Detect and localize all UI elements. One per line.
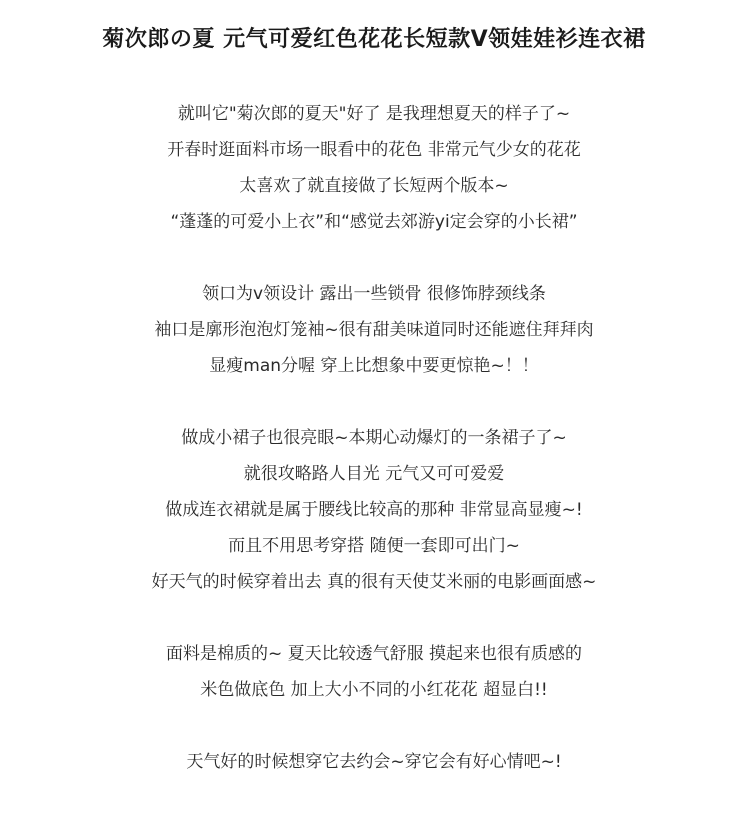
- paragraph-neckline: [0, 276, 748, 384]
- paragraph-dress: [0, 420, 748, 600]
- paragraph-fabric: [0, 636, 748, 708]
- text-line: 领口为v领设计 露出一些锁骨 很修饰脖颈线条: [202, 284, 546, 304]
- text-line: 面料是棉质的~ 夏天比较透气舒服 摸起来也很有质感的: [165, 644, 583, 664]
- text-line: “蓬蓬的可爱小上衣”和“感觉去郊游yi定会穿的小长裙”: [170, 212, 578, 232]
- text-line: 袖口是廓形泡泡灯笼袖~很有甜美味道同时还能遮住拜拜肉: [154, 320, 594, 340]
- text-line: 米色做底色 加上大小不同的小红花花 超显白!!: [200, 680, 548, 700]
- text-line: 做成连衣裙就是属于腰线比较高的那种 非常显高显瘦~!: [165, 500, 583, 520]
- text-line: 太喜欢了就直接做了长短两个版本~: [239, 176, 509, 196]
- text-line: 而且不用思考穿搭 随便一套即可出门~: [228, 536, 520, 556]
- text-line: 好天气的时候穿着出去 真的很有天使艾米丽的电影画面感~: [151, 572, 597, 592]
- text-line: 做成小裙子也很亮眼~本期心动爆灯的一条裙子了~: [181, 428, 567, 448]
- text-line: 就很攻略路人目光 元气又可可爱爱: [243, 464, 505, 484]
- text-line: 就叫它"菊次郎的夏天"好了 是我理想夏天的样子了~: [177, 104, 571, 124]
- paragraph-intro: [0, 96, 748, 240]
- text-line: 开春时逛面料市场一眼看中的花色 非常元气少女的花花: [167, 140, 581, 160]
- text-line: 天气好的时候想穿它去约会~穿它会有好心情吧~!: [186, 752, 562, 772]
- description-body: [0, 96, 748, 816]
- paragraph-closing: [0, 744, 748, 780]
- text-line: 显瘦man分喔 穿上比想象中要更惊艳~！！: [209, 356, 539, 376]
- page-title: 菊次郎の夏 元气可爱红色花花长短款V领娃娃衫连衣裙: [102, 27, 646, 52]
